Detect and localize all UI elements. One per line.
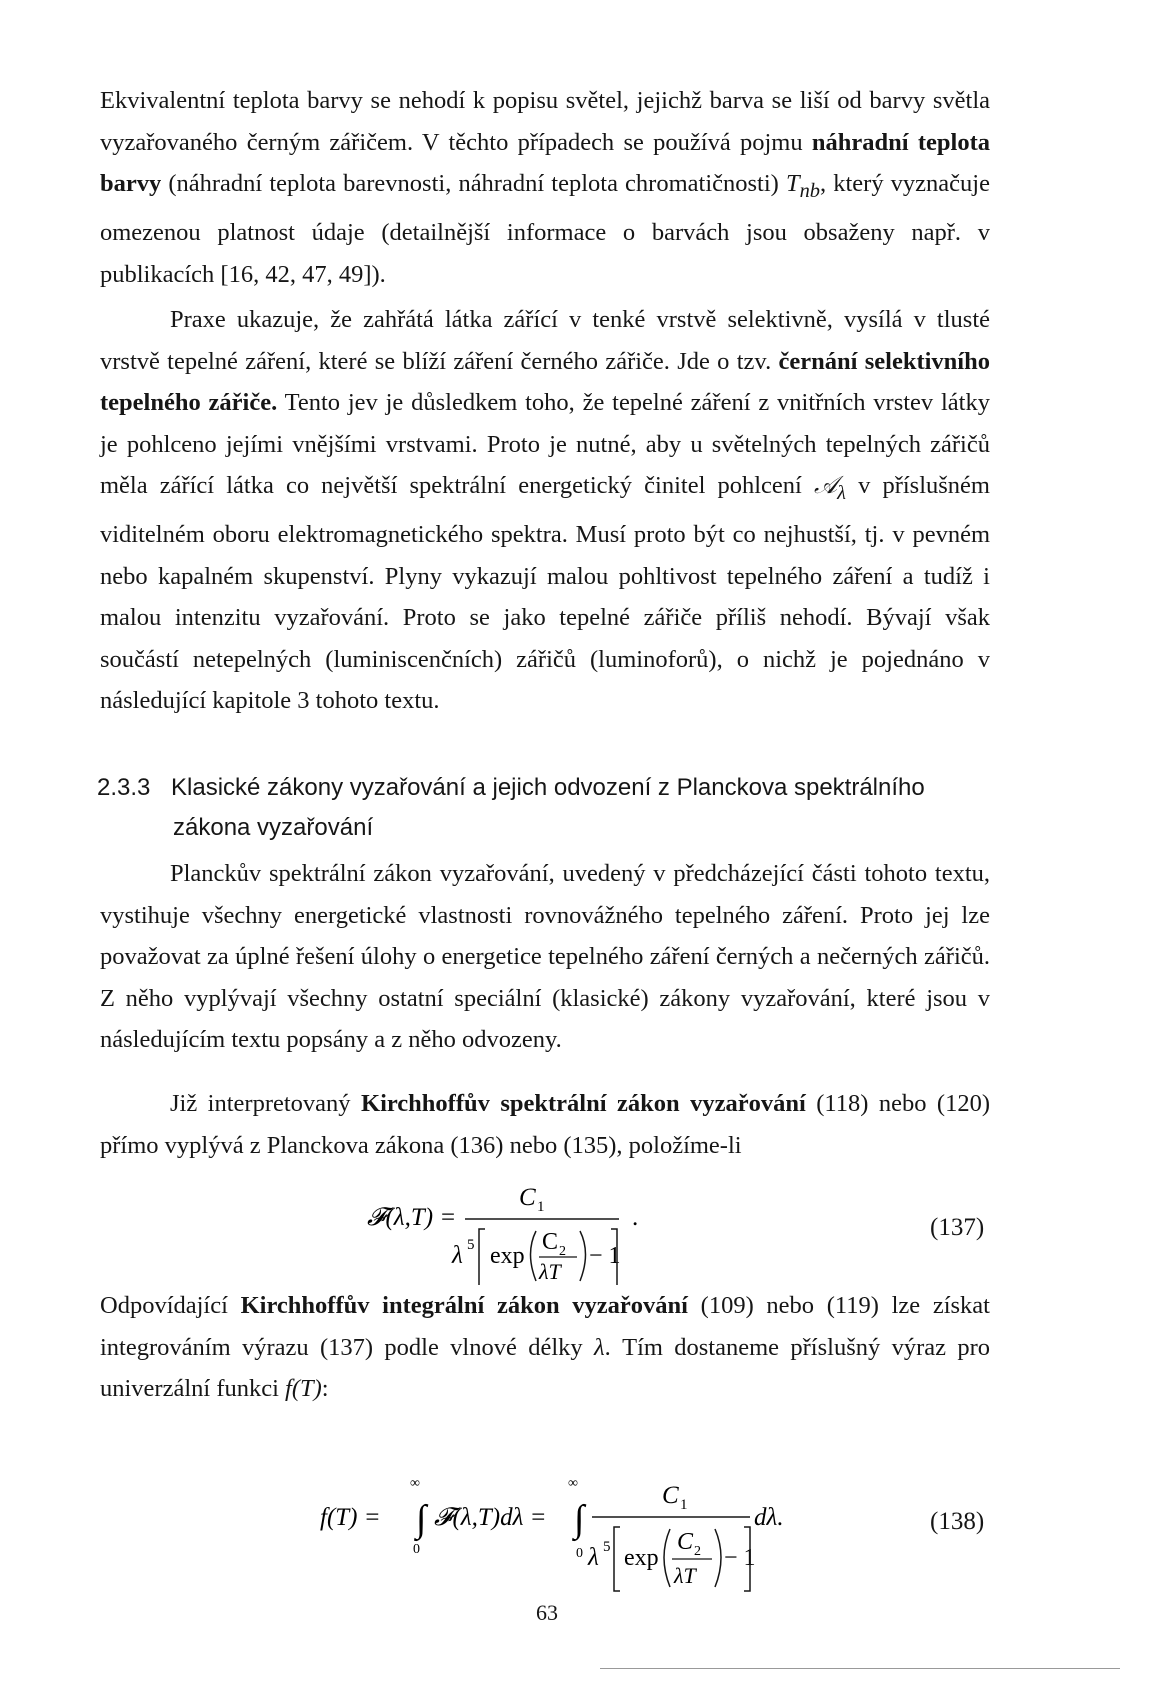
page-number: 63 xyxy=(536,1600,558,1625)
eq137-exp: exp xyxy=(490,1243,525,1269)
text-run: Tento jev je důsledkem toho, že tepelné záření z vnitřních vrstev látky je pohlceno jejími vnějšími vrstvami. Proto je nutné, aby u světelných tepelných zářičů měla zářící látka co největší spektrální energetický činitel pohlcení xyxy=(100,389,990,499)
equation-137 xyxy=(367,1175,867,1285)
section-heading xyxy=(97,768,997,848)
symbol-function: f(T) xyxy=(285,1375,322,1402)
text-run: Ekvivalentní teplota barvy se nehodí k popisu světel, jejichž barva se liší od barvy světla vyzařovaného černým zářičem. V těchto případech se používá pojmu xyxy=(100,87,990,156)
eq138-upper-limit-1: ∞ xyxy=(410,1476,420,1491)
eq138-upper-limit-2: ∞ xyxy=(568,1476,578,1491)
text-run: Praxe ukazuje, že zahřátá látka zářící v tenké vrstvě selektivně, vysílá v tlusté vrstvě tepelné záření, které se blíží záření černého zářiče. Jde o tzv. xyxy=(100,306,990,375)
text-run: , který vyznačuje omezenou platnost údaje (detailnější informace o barvách jsou obsaženy např. v publikacích [16, 42, 47, 49]). xyxy=(100,170,990,288)
eq138-integrand: 𝓕(λ,T)dλ = xyxy=(434,1504,547,1531)
eq137-inner-sub: 2 xyxy=(559,1244,566,1259)
eq137-left-paren xyxy=(531,1231,537,1281)
text-run: . Tím dostaneme příslušný výraz pro univerzální funkci xyxy=(100,1333,990,1402)
eq138-minus-one: − 1 xyxy=(724,1545,756,1571)
eq138-lambda: λ xyxy=(588,1544,599,1571)
paragraph-kirchhoff-integral xyxy=(100,1285,990,1410)
text-run: : xyxy=(321,1375,329,1402)
eq138-dlambda: dλ. xyxy=(754,1504,784,1531)
paragraph-kirchhoff-spectral xyxy=(100,1083,990,1166)
section-number: 2.3.3 xyxy=(97,774,151,801)
symbol-absorptance: 𝒜 xyxy=(813,472,838,499)
text-run: Odpovídající xyxy=(100,1292,241,1319)
symbol-subscript: λ xyxy=(837,481,846,504)
eq138-numerator-sub: 1 xyxy=(680,1497,688,1513)
equation-137-number: (137) xyxy=(930,1214,985,1241)
section-title-line1: Klasické zákony vyzařování a jejich odvození z Planckova spektrálního xyxy=(171,774,925,801)
eq137-numerator-sub: 1 xyxy=(537,1199,545,1215)
eq138-numerator: C xyxy=(662,1482,679,1509)
bold-term: Kirchhoffův integrální zákon vyzařování xyxy=(240,1292,688,1319)
eq138-lower-limit-2: 0 xyxy=(576,1546,583,1561)
eq138-inner-sub: 2 xyxy=(694,1544,701,1559)
eq137-trailing-dot: . xyxy=(632,1204,639,1231)
eq138-lhs: f(T) = xyxy=(320,1504,381,1531)
bold-term: Kirchhoffův spektrální zákon vyzařování xyxy=(361,1090,806,1117)
eq137-inner-den: λT xyxy=(539,1259,561,1284)
paragraph-equivalent-color-temperature xyxy=(100,80,990,295)
eq137-minus-one: − 1 xyxy=(589,1243,621,1269)
text-run: (náhradní teplota barevnosti, náhradní teplota chromatičnosti) xyxy=(161,170,786,197)
eq138-exp: exp xyxy=(624,1545,659,1571)
scan-edge-line xyxy=(600,1668,1120,1669)
text-run: Již interpretovaný xyxy=(170,1090,362,1117)
eq138-lower-limit-1: 0 xyxy=(413,1542,420,1557)
bold-term: náhradní teplota barvy xyxy=(100,128,990,197)
eq137-inner-num: C xyxy=(542,1229,559,1255)
paragraph-selective-emitter xyxy=(100,299,990,722)
text-run: (118) nebo (120) přímo vyplývá z Planckova zákona (136) nebo (135), položíme-li xyxy=(100,1090,991,1159)
section-title-line2: zákona vyzařování xyxy=(173,814,374,841)
eq138-inner-den: λT xyxy=(674,1563,696,1588)
eq137-left-bracket xyxy=(479,1229,485,1285)
eq137-lambda: λ xyxy=(452,1242,463,1269)
eq137-right-paren xyxy=(580,1231,586,1281)
eq138-integral-2: ∫ xyxy=(574,1498,585,1540)
symbol-T: T xyxy=(785,170,800,197)
eq138-power: 5 xyxy=(603,1539,611,1555)
symbol-lambda: λ xyxy=(594,1333,605,1361)
eq138-inner-num: C xyxy=(677,1529,694,1555)
equation-138-number: (138) xyxy=(930,1508,985,1535)
text-run: Planckův spektrální zákon vyzařování, uvedený v předcházející části tohoto textu, vystihuje všechny energetické vlastnosti rovnovážného tepelného záření. Proto jej lze považovat za úplné řešení úlohy o energetice tepelného záření černých a nečerných zářičů. Z něho vyplývají všechny ostatní speciální (klasické) zákony vyzařování, které jsou v následujícím textu popsány a z něho odvozeny. xyxy=(100,860,990,1053)
paragraph-planck-law xyxy=(100,853,990,1061)
text-run: (109) nebo (119) lze získat integrováním výrazu (137) podle vlnové délky xyxy=(100,1292,990,1361)
equation-138 xyxy=(320,1465,920,1595)
eq138-integral-1: ∫ xyxy=(416,1498,427,1540)
eq138-right-paren xyxy=(715,1529,721,1587)
eq137-numerator: C xyxy=(519,1184,536,1211)
eq138-left-bracket xyxy=(614,1527,620,1591)
eq137-lhs: 𝓕(λ,T) = xyxy=(367,1204,457,1231)
symbol-subscript: nb xyxy=(799,179,820,202)
text-run: v příslušném viditelném oboru elektromagnetického spektra. Musí proto být co nejhustší, tj. v pevném nebo kapalném skupenství. Plyny vykazují malou pohltivost tepelného záření a tudíž i malou intenzitu vyzařování. Proto se jako tepelné zářiče příliš nehodí. Bývají však součástí netepelných (luminiscenčních) zářičů (luminoforů), o nichž je pojednáno v následující kapitole 3 tohoto textu. xyxy=(100,472,990,715)
eq137-power: 5 xyxy=(467,1237,475,1253)
bold-term: černání selektivního tepelného zářiče. xyxy=(100,347,990,416)
eq138-left-paren xyxy=(664,1529,670,1587)
